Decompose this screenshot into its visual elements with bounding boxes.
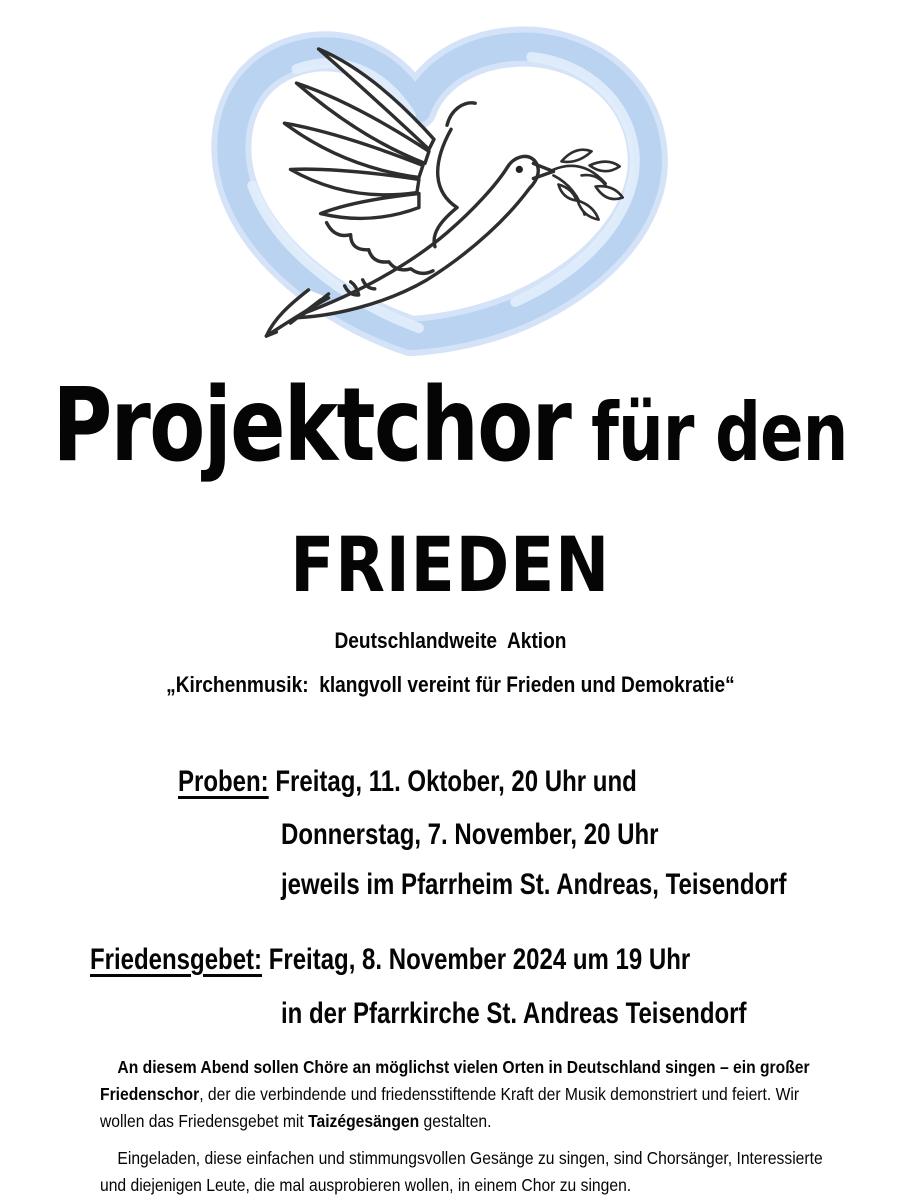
proben-label: Proben: xyxy=(177,765,269,798)
poster-title xyxy=(52,366,848,485)
peace-dove-heart-illustration xyxy=(178,16,700,364)
friedensgebet-label: Friedensgebet: xyxy=(89,943,262,976)
heart-outline-icon xyxy=(231,47,648,337)
proben-line-3 xyxy=(263,852,900,918)
subtitle-motto-quote: „Kirchenmusik: klangvoll vereint für Frieden und Demokratie“ xyxy=(165,672,735,697)
title-words-fuer-den: für den xyxy=(591,386,848,479)
paragraph-1-bold-intro: An diesem Abend sollen Chöre an möglichst vielen Orten in Deutschland singen – ein großer Friedenschor xyxy=(100,1057,814,1104)
title-word-projektchor: Projektchor xyxy=(52,366,571,485)
title-line-frieden: FRIEDEN xyxy=(290,520,610,609)
proben-date-1: Freitag, 11. Oktober, 20 Uhr und xyxy=(268,765,637,798)
friedensgebet-location: in der Pfarrkirche St. Andreas Teisendorf xyxy=(280,997,747,1030)
paragraph-2-text: Eingeladen, diese einfachen und stimmungsvollen Gesänge zu singen, sind Chorsänger, Interessierte und diejenigen Leute, die mal ausprobieren wollen, in einem Chor zu singen. xyxy=(100,1148,828,1195)
paragraph-1-text-b: gestalten. xyxy=(419,1111,492,1131)
subtitle-campaign: Deutschlandweite Aktion xyxy=(333,628,567,653)
proben-location: jeweils im Pfarrheim St. Andreas, Teisendorf xyxy=(280,868,787,901)
friedensgebet-date: Freitag, 8. November 2024 um 19 Uhr xyxy=(261,943,690,976)
body-paragraph-2 xyxy=(100,1118,829,1202)
paragraph-1-text-a: , der die verbindende und friedensstiftende Kraft der Musik demonstriert und feiert. Wir wollen das Friedensgebet mit xyxy=(100,1084,804,1131)
paragraph-1-bold-taize: Taizégesängen xyxy=(308,1111,420,1131)
proben-date-2: Donnerstag, 7. November, 20 Uhr xyxy=(280,818,659,851)
